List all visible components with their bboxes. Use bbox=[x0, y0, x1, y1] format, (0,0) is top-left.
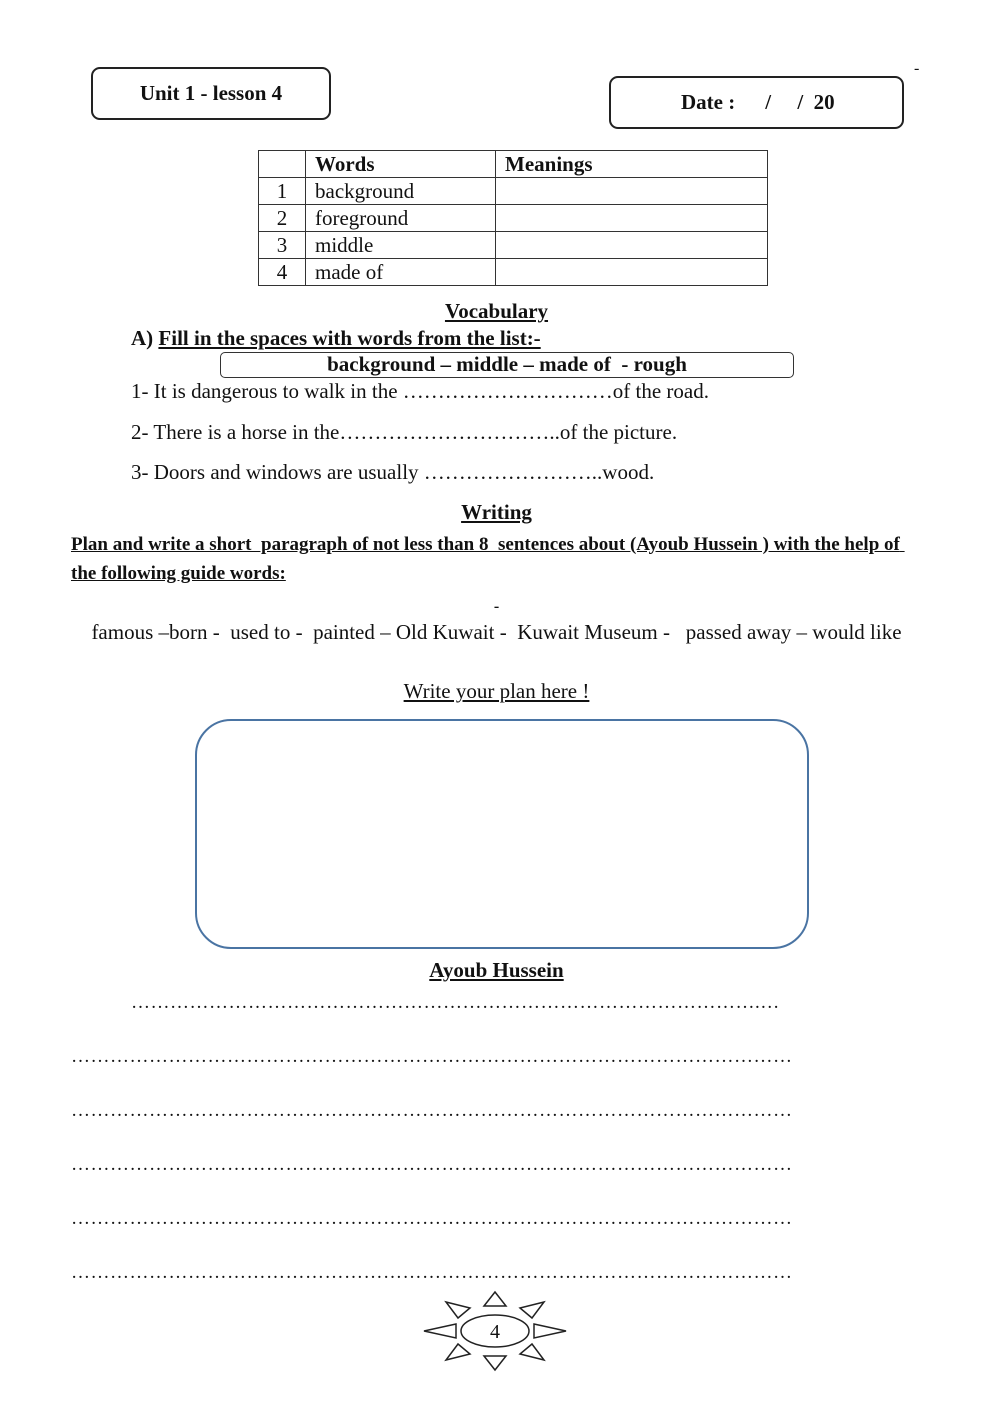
writing-line[interactable]: ………………………………………………………………………………………………… bbox=[71, 1262, 793, 1283]
row-meaning-cell[interactable] bbox=[496, 259, 768, 286]
row-meaning-cell[interactable] bbox=[496, 205, 768, 232]
fill-instruction bbox=[131, 326, 541, 351]
unit-lesson-label: Unit 1 - lesson 4 bbox=[139, 81, 283, 105]
row-word: background bbox=[306, 178, 496, 205]
writing-instruction: Plan and write a short paragraph of not less than 8 sentences about (Ayoub Hussein ) with the help of the following guide words: bbox=[71, 534, 905, 584]
fill-sentence-1[interactable]: 1- It is dangerous to walk in the …………………………of the road. bbox=[131, 379, 709, 403]
date-label: Date : bbox=[681, 90, 736, 114]
unit-lesson-box bbox=[91, 67, 331, 120]
table-row bbox=[259, 178, 768, 205]
page-number: 4 bbox=[490, 1321, 500, 1343]
fill-sentence-3[interactable]: 3- Doors and windows are usually ……………………..wood. bbox=[131, 460, 655, 484]
writing-line[interactable]: ………………………………………………………………………………………………… bbox=[71, 1208, 793, 1229]
writing-line[interactable]: …………………………………………………………………………………….… bbox=[131, 992, 780, 1013]
writing-line[interactable]: ………………………………………………………………………………………………… bbox=[71, 1100, 793, 1121]
separator-dash: - bbox=[493, 598, 500, 615]
table-header-row bbox=[259, 151, 768, 178]
table-row bbox=[259, 232, 768, 259]
guide-words: famous –born - used to - painted – Old Kuwait - Kuwait Museum - passed away – would like bbox=[91, 620, 902, 644]
words-column-header: Words bbox=[306, 151, 496, 178]
row-number: 4 bbox=[259, 259, 306, 286]
instruction-text: Fill in the spaces with words from the list:- bbox=[158, 326, 541, 350]
word-list-box: background – middle – made of - rough bbox=[220, 352, 794, 378]
row-number: 1 bbox=[259, 178, 306, 205]
row-meaning-cell[interactable] bbox=[496, 178, 768, 205]
vocabulary-heading: Vocabulary bbox=[444, 299, 549, 323]
table-row bbox=[259, 205, 768, 232]
row-number: 3 bbox=[259, 232, 306, 259]
meanings-column-header: Meanings bbox=[496, 151, 768, 178]
row-word: made of bbox=[306, 259, 496, 286]
table-row bbox=[259, 259, 768, 286]
row-number: 2 bbox=[259, 205, 306, 232]
row-word: foreground bbox=[306, 205, 496, 232]
number-column-header bbox=[259, 151, 306, 178]
writing-line[interactable]: ………………………………………………………………………………………………… bbox=[71, 1154, 793, 1175]
row-word: middle bbox=[306, 232, 496, 259]
page-number-sun-icon bbox=[420, 1288, 570, 1374]
fill-sentence-2[interactable]: 2- There is a horse in the…………………………..of the picture. bbox=[131, 420, 678, 444]
plan-label: Write your plan here ! bbox=[403, 679, 590, 703]
date-field[interactable]: / / 20 bbox=[765, 90, 835, 114]
row-meaning-cell[interactable] bbox=[496, 232, 768, 259]
date-box bbox=[609, 76, 904, 129]
writing-line[interactable]: ………………………………………………………………………………………………… bbox=[71, 1046, 793, 1067]
writing-heading: Writing bbox=[461, 500, 532, 524]
instruction-prefix: A) bbox=[131, 326, 159, 350]
essay-title: Ayoub Hussein bbox=[429, 958, 564, 982]
corner-mark: - bbox=[914, 60, 920, 77]
plan-box[interactable] bbox=[195, 719, 809, 949]
vocabulary-table bbox=[258, 150, 768, 286]
